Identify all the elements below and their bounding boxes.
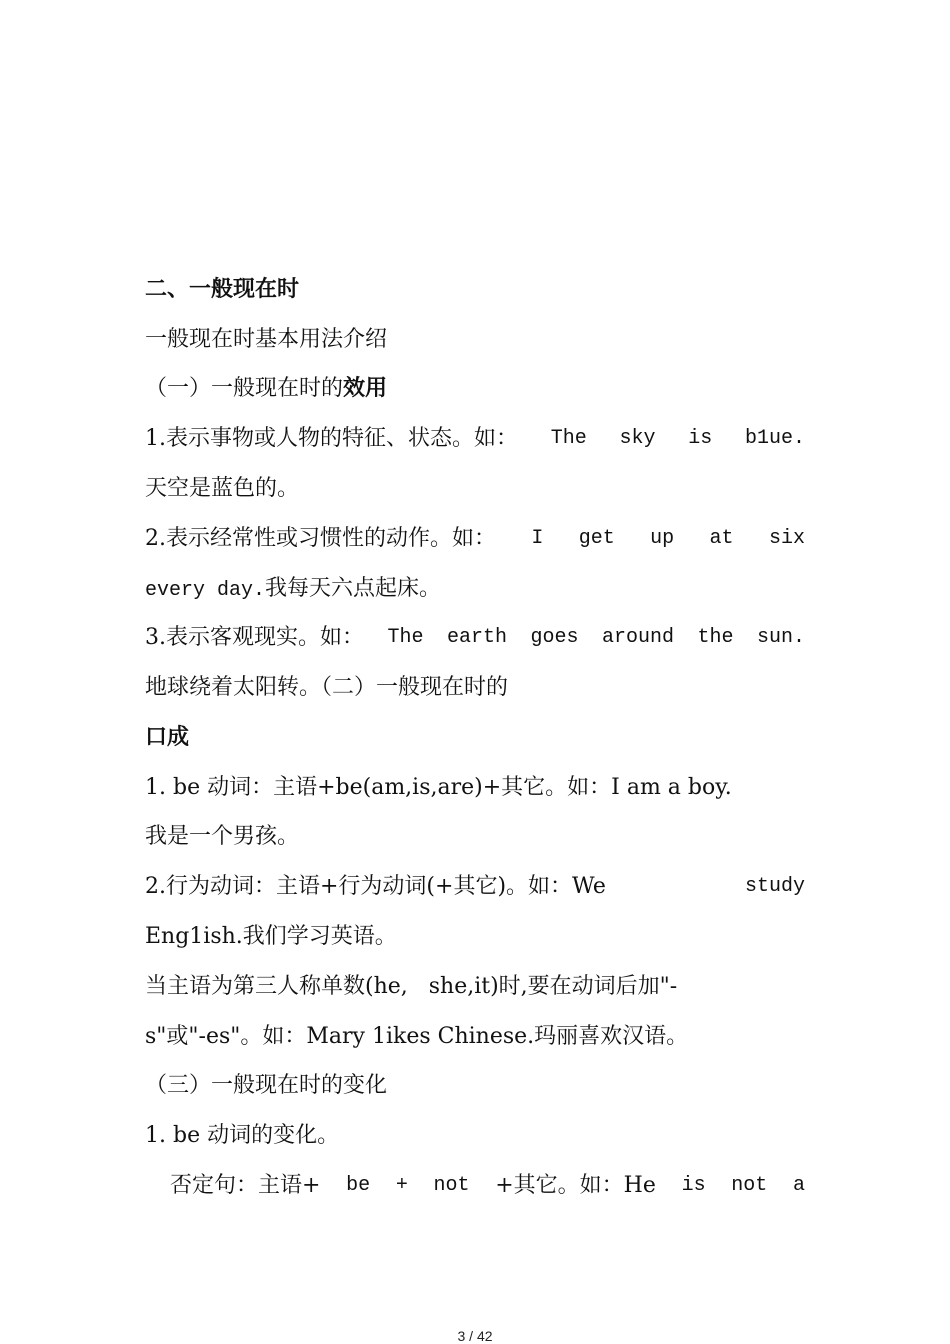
usage-1-prefix: 1.表示事物或人物的特征、状态。如： bbox=[145, 426, 518, 451]
usage-1-word: is bbox=[688, 427, 713, 450]
negative-part: be bbox=[346, 1174, 371, 1197]
usage-2-prefix: 2.表示经常性或习惯性的动作。如： bbox=[145, 526, 496, 551]
form-2-line bbox=[145, 872, 805, 902]
negative-part: not bbox=[731, 1174, 768, 1197]
negative-part: 否定句：主语+ bbox=[170, 1173, 321, 1198]
negative-part: not bbox=[433, 1174, 470, 1197]
form-2-last-word: study bbox=[744, 875, 805, 898]
usage-3-prefix: 3.表示客观现实。如： bbox=[145, 625, 364, 650]
subsection-3-title: （三）一般现在时的变化 bbox=[145, 1073, 388, 1098]
usage-1-line bbox=[145, 424, 805, 454]
page-number: 3 / 42 bbox=[457, 1328, 493, 1344]
subsection-2-title: 口成 bbox=[145, 725, 190, 750]
usage-2-word: get bbox=[578, 527, 615, 550]
usage-2-line bbox=[145, 524, 805, 554]
change-1-line: 1. be 动词的变化。 bbox=[145, 1123, 340, 1148]
third-person-line-1: 当主语为第三人称单数(he, she,it)时,要在动词后加"- bbox=[145, 974, 678, 999]
third-person-line-2: s"或"-es"。如：Mary 1ikes Chinese.玛丽喜欢汉语。 bbox=[145, 1024, 689, 1049]
usage-1-word: b1ue. bbox=[744, 427, 805, 450]
usage-1-word: The bbox=[550, 427, 587, 450]
subsection-1-title-text: （一）一般现在时的 bbox=[145, 376, 344, 401]
usage-3-word: goes bbox=[530, 626, 579, 649]
form-1-translation: 我是一个男孩。 bbox=[145, 824, 300, 849]
negative-part: + bbox=[395, 1174, 408, 1197]
usage-2-word: six bbox=[768, 527, 805, 550]
subsection-1-title-bold: 效用 bbox=[343, 376, 388, 401]
form-2-continuation: Eng1ish.我们学习英语。 bbox=[145, 924, 397, 949]
usage-3-word: The bbox=[387, 626, 424, 649]
usage-3-translation: 地球绕着太阳转。（二）一般现在时的 bbox=[145, 675, 509, 700]
usage-2-word: at bbox=[709, 527, 734, 550]
usage-2-word: I bbox=[531, 527, 544, 550]
negative-part: is bbox=[681, 1174, 706, 1197]
negative-part: +其它。如：He bbox=[495, 1173, 656, 1198]
usage-1-translation: 天空是蓝色的。 bbox=[145, 476, 300, 501]
negative-part: a bbox=[792, 1174, 805, 1197]
usage-2-word: up bbox=[650, 527, 675, 550]
usage-3-word: earth bbox=[446, 626, 507, 649]
usage-3-word: around bbox=[601, 626, 674, 649]
usage-3-word: the bbox=[697, 626, 734, 649]
usage-2-cont-en: every day. bbox=[145, 579, 266, 602]
form-1-line: 1. be 动词：主语+be(am,is,are)+其它。如：I am a boy. bbox=[145, 775, 732, 800]
usage-1-word: sky bbox=[619, 427, 656, 450]
subsection-1-title bbox=[145, 374, 805, 404]
usage-3-word: sun. bbox=[756, 626, 805, 649]
form-2-prefix: 2.行为动词：主语+行为动词(+其它)。如：We bbox=[145, 874, 606, 899]
usage-2-continuation bbox=[145, 574, 805, 606]
usage-3-line bbox=[145, 623, 805, 653]
usage-2-cont-cn: 我每天六点起床。 bbox=[265, 576, 442, 601]
intro-line: 一般现在时基本用法介绍 bbox=[145, 327, 388, 352]
negative-sentence-line bbox=[170, 1171, 805, 1201]
section-heading: 二、一般现在时 bbox=[145, 277, 300, 302]
